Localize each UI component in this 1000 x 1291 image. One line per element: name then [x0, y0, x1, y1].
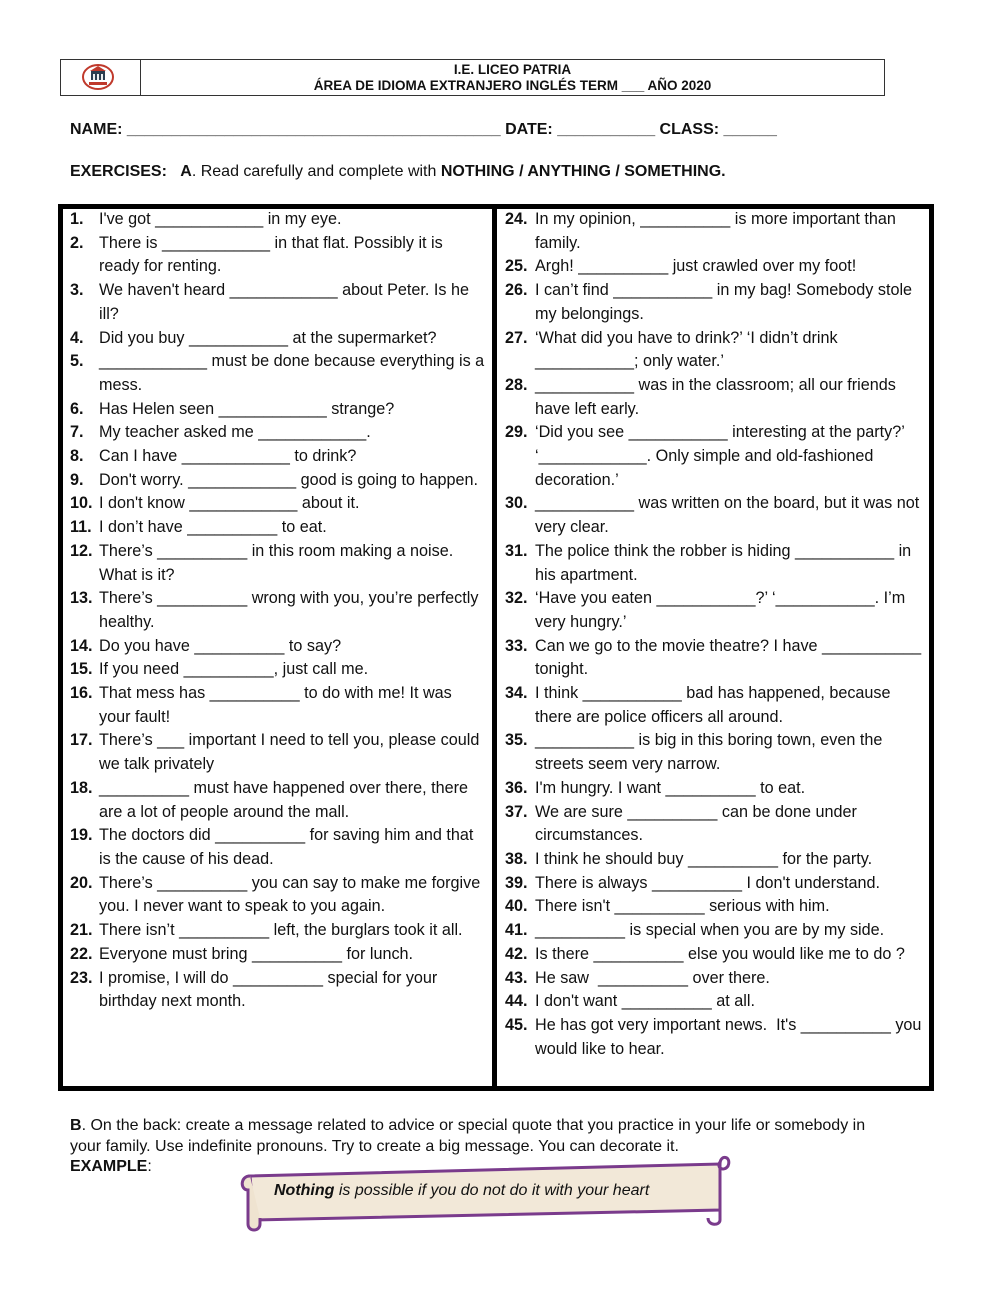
item-sentence: I don't want __________ at all. [535, 992, 755, 1011]
item-sentence: There is ____________ in that flat. Possibly it is ready for renting. [99, 233, 448, 276]
item-sentence: ___________ is big in this boring town, even the streets seem very narrow. [535, 731, 887, 774]
item-sentence: __________ is special when you are by my side. [535, 921, 885, 940]
exercise-item [70, 469, 486, 493]
exercises-instruction [70, 163, 726, 181]
exercise-item [70, 824, 486, 871]
item-sentence: There isn't __________ serious with him. [535, 897, 830, 916]
right-column [505, 208, 927, 1061]
exercise-item [505, 895, 927, 919]
header-text [141, 62, 884, 94]
item-number: 8. [70, 447, 84, 466]
exercise-item [505, 208, 927, 255]
example-colon: : [147, 1158, 152, 1175]
item-number: 31. [505, 541, 528, 560]
item-number: 1. [70, 210, 84, 228]
item-sentence: Is there __________ else you would like me to do ? [535, 944, 905, 963]
item-sentence: I don't know ____________ about it. [99, 494, 360, 513]
exercise-item [505, 635, 927, 682]
item-sentence: There is always __________ I don't understand. [535, 873, 881, 892]
item-number: 10. [70, 494, 93, 513]
exercise-item [70, 279, 486, 326]
example-label: EXAMPLE [70, 1158, 148, 1175]
exercise-item [70, 445, 486, 469]
item-number: 35. [505, 731, 528, 750]
item-sentence: I think he should buy __________ for the party. [535, 849, 873, 868]
exercise-item [70, 516, 486, 540]
exercise-item [70, 327, 486, 351]
exercise-item [70, 872, 486, 919]
exercise-item [505, 374, 927, 421]
item-sentence: Did you buy ___________ at the supermarket? [99, 328, 437, 347]
exercise-item [505, 255, 927, 279]
item-number: 37. [505, 802, 528, 821]
item-number: 3. [70, 281, 84, 300]
section-b-text: . On the back: create a message related to advice or special quote that you practice in your life or somebody in your family. Use indefinite pronouns. Try to create a big message. You can decorate it. [70, 1117, 866, 1155]
exercise-item [505, 943, 927, 967]
exercise-item [505, 1014, 927, 1061]
item-sentence: There’s __________ in this room making a noise. What is it? [99, 541, 458, 584]
item-number: 30. [505, 494, 528, 513]
exercise-item [70, 943, 486, 967]
exercise-item [70, 208, 486, 232]
item-sentence: ‘Did you see ___________ interesting at the party?’ ‘____________. Only simple and old-fashioned decoration.’ [535, 423, 909, 489]
exercise-item [505, 682, 927, 729]
student-info-line: NAME: __________________________________________ DATE: ___________ CLASS: ______ [70, 121, 777, 138]
item-number: 42. [505, 944, 528, 963]
quote-bold-word: Nothing [274, 1182, 335, 1199]
item-sentence: Has Helen seen ____________ strange? [99, 399, 395, 418]
exercise-item [505, 729, 927, 776]
item-number: 7. [70, 423, 84, 442]
item-number: 25. [505, 257, 528, 276]
item-number: 43. [505, 968, 528, 987]
left-column [70, 208, 489, 1014]
school-header [60, 59, 885, 96]
item-sentence: The police think the robber is hiding ___________ in his apartment. [535, 541, 916, 584]
item-number: 21. [70, 921, 93, 940]
section-b-letter: B [70, 1117, 82, 1134]
exercise-item [505, 990, 927, 1014]
item-sentence: ____________ must be done because everything is a mess. [99, 352, 489, 394]
item-number: 27. [505, 328, 528, 347]
item-sentence: We haven't heard ____________ about Peter. Is he ill? [99, 281, 474, 323]
exercise-item [505, 919, 927, 943]
exercise-item [70, 232, 486, 279]
quote-rest: is possible if you do not do it with your heart [334, 1182, 650, 1199]
item-sentence: He saw __________ over there. [535, 968, 770, 987]
exercise-item [505, 492, 927, 539]
item-sentence: There’s ___ important I need to tell you, please could we talk privately [99, 731, 484, 774]
item-number: 34. [505, 684, 528, 703]
item-number: 15. [70, 660, 93, 679]
item-sentence: If you need __________, just call me. [99, 660, 369, 679]
item-sentence: __________ must have happened over there, there are a lot of people around the mall. [99, 778, 473, 821]
item-sentence: I'm hungry. I want __________ to eat. [535, 778, 806, 797]
item-sentence: ___________ was written on the board, but it was not very clear. [535, 494, 924, 537]
exercise-item [70, 729, 486, 776]
item-number: 26. [505, 281, 528, 300]
exercise-item [505, 872, 927, 896]
exercise-item [70, 540, 486, 587]
exercise-item [505, 327, 927, 374]
item-sentence: ___________ was in the classroom; all our friends have left early. [535, 375, 901, 418]
exercise-item [70, 398, 486, 422]
exercise-item [70, 350, 489, 397]
item-number: 19. [70, 826, 93, 845]
exercise-item [505, 848, 927, 872]
exercise-item [70, 919, 486, 943]
item-sentence: Don't worry. ____________ good is going to happen. [99, 470, 478, 489]
item-sentence: I promise, I will do __________ special for your birthday next month. [99, 968, 442, 1011]
item-sentence: ‘Have you eaten ___________?’ ‘___________. I’m very hungry.’ [535, 589, 910, 631]
item-sentence: I think ___________ bad has happened, because there are police officers all around. [535, 684, 896, 726]
item-number: 22. [70, 944, 93, 963]
item-number: 9. [70, 470, 84, 489]
exercise-item [505, 421, 927, 492]
item-number: 2. [70, 233, 84, 252]
item-number: 23. [70, 968, 93, 987]
item-number: 20. [70, 873, 93, 892]
exercise-item [70, 967, 486, 1014]
item-number: 32. [505, 589, 528, 608]
item-sentence: Do you have __________ to say? [99, 636, 342, 655]
item-number: 45. [505, 1015, 528, 1034]
item-sentence: ‘What did you have to drink?’ ‘I didn’t drink ___________; only water.’ [535, 328, 843, 371]
exercise-item [70, 421, 486, 445]
exercise-item [505, 967, 927, 991]
item-number: 4. [70, 328, 84, 347]
exercise-item [70, 682, 486, 729]
exercise-item [505, 540, 927, 587]
item-sentence: He has got very important news. It's __________ you would like to hear. [535, 1015, 926, 1058]
item-sentence: The doctors did __________ for saving him and that is the cause of his dead. [99, 826, 478, 868]
item-number: 18. [70, 778, 93, 797]
column-divider [492, 204, 497, 1091]
item-sentence: Argh! __________ just crawled over my foot! [535, 257, 857, 276]
school-name: I.E. LICEO PATRIA [453, 62, 572, 77]
exercise-item [70, 635, 486, 659]
item-number: 12. [70, 541, 93, 560]
item-number: 29. [505, 423, 528, 442]
item-sentence: In my opinion, __________ is more important than family. [535, 210, 901, 252]
item-number: 41. [505, 921, 528, 940]
exercise-item [70, 492, 486, 516]
item-sentence: I've got ____________ in my eye. [99, 210, 342, 228]
exercise-item [505, 279, 927, 326]
item-number: 17. [70, 731, 93, 750]
exercise-item [70, 777, 486, 824]
item-number: 40. [505, 897, 528, 916]
exercise-item [505, 777, 927, 801]
item-number: 38. [505, 849, 528, 868]
area-term-year: ÁREA DE IDIOMA EXTRANJERO INGLÉS TERM ___ AÑO 2020 [313, 78, 712, 93]
item-sentence: There’s __________ wrong with you, you’re perfectly healthy. [99, 589, 483, 631]
exercise-letter: A [180, 163, 192, 180]
exercise-item [505, 587, 927, 634]
item-number: 11. [70, 518, 92, 537]
item-sentence: Can we go to the movie theatre? I have ___________ tonight. [535, 636, 926, 679]
item-sentence: There’s __________ you can say to make me forgive you. I never want to speak to you again. [99, 873, 485, 916]
item-number: 36. [505, 778, 528, 797]
item-sentence: I can’t find ___________ in my bag! Somebody stole my belongings. [535, 281, 917, 323]
example-quote [274, 1182, 649, 1200]
exercise-item [70, 587, 486, 634]
item-number: 16. [70, 684, 93, 703]
item-number: 28. [505, 375, 528, 394]
exercise-item [505, 801, 927, 848]
item-sentence: Can I have ____________ to drink? [99, 447, 357, 466]
target-words: NOTHING / ANYTHING / SOMETHING. [440, 163, 726, 180]
item-sentence: There isn’t __________ left, the burglars took it all. [99, 921, 463, 940]
item-sentence: That mess has __________ to do with me! It was your fault! [99, 684, 457, 726]
item-number: 39. [505, 873, 528, 892]
item-sentence: I don’t have __________ to eat. [99, 518, 327, 537]
school-crest-icon [81, 63, 115, 91]
exercises-label: EXERCISES: [70, 163, 167, 180]
item-number: 5. [70, 352, 84, 371]
exercise-item [70, 658, 486, 682]
logo-cell [61, 60, 141, 95]
item-number: 6. [70, 399, 84, 418]
item-number: 24. [505, 210, 528, 228]
instruction-text: . Read carefully and complete with [191, 163, 441, 180]
item-number: 13. [70, 589, 93, 608]
item-sentence: My teacher asked me ____________. [99, 423, 371, 442]
item-number: 14. [70, 636, 93, 655]
item-number: 44. [505, 992, 528, 1011]
item-number: 33. [505, 636, 528, 655]
item-sentence: We are sure __________ can be done under circumstances. [535, 802, 862, 845]
item-sentence: Everyone must bring __________ for lunch. [99, 944, 414, 963]
